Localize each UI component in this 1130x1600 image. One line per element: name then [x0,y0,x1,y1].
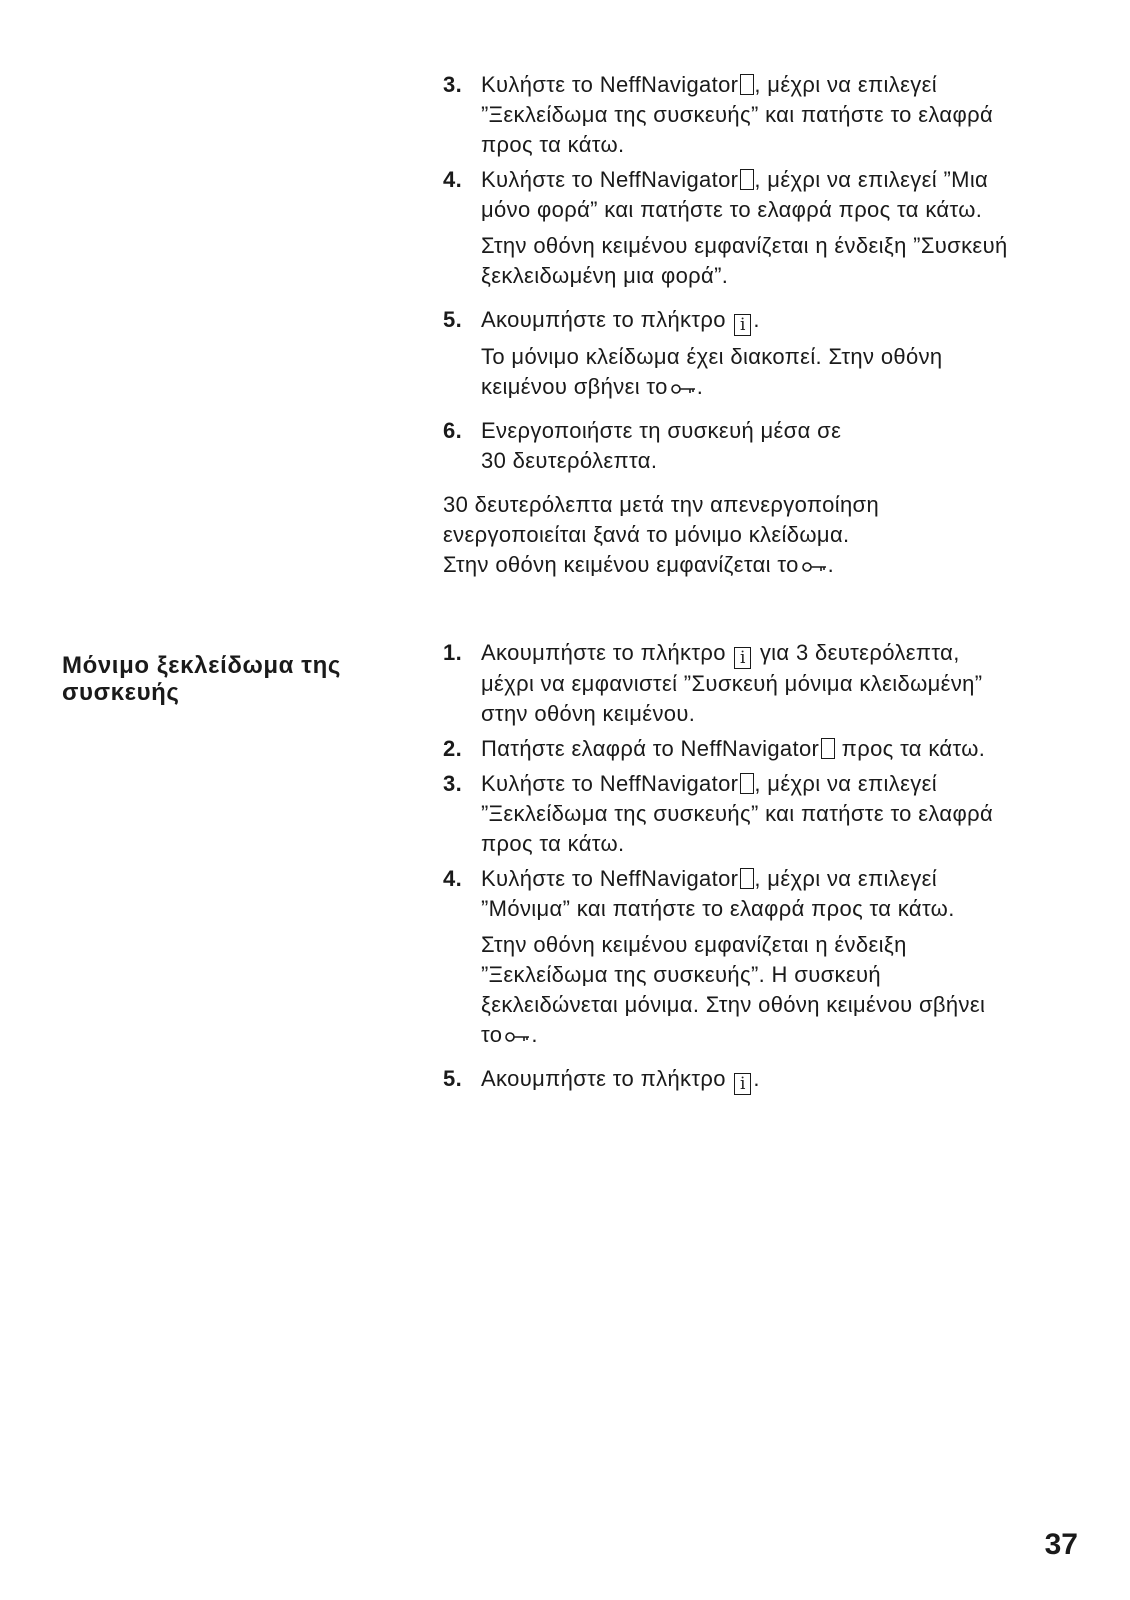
list-item [443,165,1083,291]
step-result-text: Στην οθόνη κειμένου εμφανίζεται η ένδειξη ”Συσκευή [481,233,1008,258]
step-text: , μέχρι να επιλεγεί ”Μια [754,167,989,192]
step-text: Ακουμπήστε το πλήκτρο [481,640,726,665]
step-text: προς τα κάτω. [481,831,625,856]
step-text: , μέχρι να επιλεγεί [754,72,938,97]
note-text: 30 δευτερόλεπτα μετά την απενεργοποίηση [443,492,880,517]
step-number: 5. [443,307,463,332]
step-number: 3. [443,771,463,796]
step-result-text: Το μόνιμο κλείδωμα έχει διακοπεί. Στην οθόνη [481,344,943,369]
step-text: Κυλήστε το NeffNavigator [481,866,739,891]
step-number: 2. [443,736,463,761]
step-number: 5. [443,1066,463,1091]
page-number: 37 [1044,1528,1078,1561]
step-number: 3. [443,72,463,97]
step-text: μόνο φορά” και πατήστε το ελαφρά προς τα κάτω. [481,197,983,222]
note-text: Στην οθόνη κειμένου εμφανίζεται το [443,552,799,577]
step-result-text: το [481,1022,503,1047]
step-result [481,231,1083,291]
unlock-instructions [443,638,1083,1095]
step-text: ”Ξεκλείδωμα της συσκευής” και πατήστε το ελαφρά [481,102,994,127]
step-text: , μέχρι να επιλεγεί [754,771,938,796]
key-lock-icon [671,382,697,396]
navigator-symbol-icon [821,738,835,759]
step-text: , μέχρι να επιλεγεί [754,866,938,891]
step-text: για 3 δευτερόλεπτα, [759,640,960,665]
navigator-symbol-icon [740,773,754,794]
list-item [443,70,1083,160]
info-key-icon: i [734,1073,751,1095]
step-number: 4. [443,167,463,192]
step-number: 6. [443,418,463,443]
step-text: Πατήστε ελαφρά το NeffNavigator [481,736,820,761]
step-text: Ακουμπήστε το πλήκτρο [481,1066,726,1091]
note-text: . [827,552,835,577]
list-item [443,864,1083,1050]
step-result [481,342,1083,402]
step-text: στην οθόνη κειμένου. [481,701,696,726]
info-key-icon: i [734,647,751,669]
list-item [443,416,1083,476]
list-item [443,638,1083,729]
step-result-text: ξεκλειδωμένη μια φορά”. [481,263,729,288]
section-heading [62,652,392,706]
step-text: προς τα κάτω. [835,736,986,761]
info-key-icon: i [734,314,751,336]
step-text: . [753,1066,760,1091]
step-text: ”Μόνιμα” και πατήστε το ελαφρά προς τα κάτω. [481,896,955,921]
step-text: Ενεργοποιήστε τη συσκευή μέσα σε [481,418,842,443]
key-lock-icon [505,1030,531,1044]
step-text: . [753,307,760,332]
list-item [443,734,1083,764]
step-result-text: κειμένου σβήνει το [481,374,668,399]
section-heading-line: συσκευής [62,679,180,706]
step-number: 4. [443,866,463,891]
step-result-text: ξεκλειδώνεται μόνιμα. Στην οθόνη κειμένου σβήνει [481,992,986,1017]
step-result-text: . [696,374,704,399]
step-result-text: ”Ξεκλείδωμα της συσκευής”. Η συσκευή [481,962,881,987]
navigator-symbol-icon [740,169,754,190]
navigator-symbol-icon [740,868,754,889]
step-text: Κυλήστε το NeffNavigator [481,771,739,796]
step-result-text: Στην οθόνη κειμένου εμφανίζεται η ένδειξη [481,932,907,957]
list-item [443,305,1083,402]
section-heading-line: Μόνιμο ξεκλείδωμα της [62,652,341,679]
note-text: ενεργοποιείται ξανά το μόνιμο κλείδωμα. [443,522,850,547]
list-item [443,769,1083,859]
top-instructions [443,70,1083,580]
step-text: Κυλήστε το NeffNavigator [481,72,739,97]
step-text: 30 δευτερόλεπτα. [481,448,658,473]
step-text: μέχρι να εμφανιστεί ”Συσκευή μόνιμα κλειδωμένη” [481,671,983,696]
step-number: 1. [443,640,463,665]
step-text: προς τα κάτω. [481,132,625,157]
list-item [443,1064,1083,1095]
step-result-text: . [531,1022,538,1047]
step-text: ”Ξεκλείδωμα της συσκευής” και πατήστε το ελαφρά [481,801,994,826]
note-paragraph [443,490,1083,580]
step-text: Κυλήστε το NeffNavigator [481,167,739,192]
key-lock-icon [802,560,828,574]
navigator-symbol-icon [740,74,754,95]
step-text: Ακουμπήστε το πλήκτρο [481,307,726,332]
step-result [481,930,1083,1050]
